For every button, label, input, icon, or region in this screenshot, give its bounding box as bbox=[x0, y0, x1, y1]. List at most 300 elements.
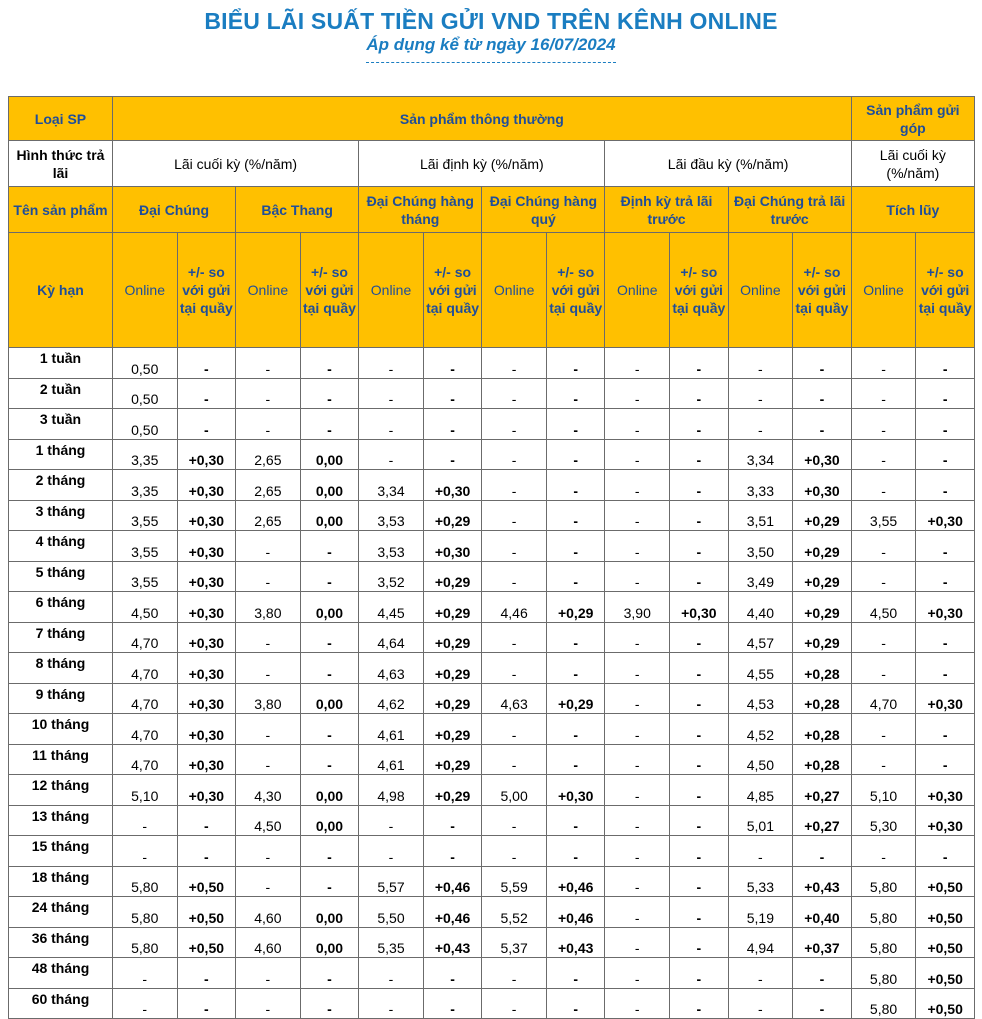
online-rate-cell: - bbox=[112, 988, 177, 1019]
online-rate-cell: - bbox=[605, 988, 670, 1019]
diff-rate-cell: - bbox=[300, 378, 359, 409]
product-bac-thang: Bậc Thang bbox=[236, 187, 359, 233]
table-row bbox=[9, 775, 975, 806]
online-rate-cell: - bbox=[605, 531, 670, 562]
online-rate-cell: - bbox=[482, 409, 547, 440]
online-rate-cell: - bbox=[851, 653, 916, 684]
diff-rate-cell: +0,29 bbox=[423, 592, 482, 623]
diff-rate-cell: - bbox=[916, 561, 975, 592]
term-cell: 9 tháng bbox=[9, 683, 113, 714]
diff-rate-cell: +0,46 bbox=[546, 866, 605, 897]
online-rate-cell: - bbox=[236, 836, 301, 867]
diff-rate-cell: +0,29 bbox=[423, 653, 482, 684]
online-rate-cell: - bbox=[359, 348, 424, 379]
term-cell: 6 tháng bbox=[9, 592, 113, 623]
header-row-term bbox=[9, 233, 975, 348]
diff-rate-cell: - bbox=[177, 409, 236, 440]
online-rate-cell: 4,60 bbox=[236, 927, 301, 958]
header-diff-vs-counter: +/- so với gửi tại quầy bbox=[300, 233, 359, 348]
diff-rate-cell: - bbox=[546, 836, 605, 867]
online-rate-cell: - bbox=[482, 470, 547, 501]
term-cell: 7 tháng bbox=[9, 622, 113, 653]
online-rate-cell: 3,34 bbox=[359, 470, 424, 501]
diff-rate-cell: - bbox=[546, 714, 605, 745]
diff-rate-cell: +0,43 bbox=[793, 866, 852, 897]
online-rate-cell: 3,55 bbox=[851, 500, 916, 531]
diff-rate-cell: +0,30 bbox=[177, 744, 236, 775]
table-row bbox=[9, 439, 975, 470]
online-rate-cell: 4,53 bbox=[728, 683, 793, 714]
header-normal-products: Sản phẩm thông thường bbox=[112, 97, 851, 141]
header-online: Online bbox=[112, 233, 177, 348]
online-rate-cell: 4,62 bbox=[359, 683, 424, 714]
online-rate-cell: 3,53 bbox=[359, 531, 424, 562]
online-rate-cell: 3,49 bbox=[728, 561, 793, 592]
online-rate-cell: 5,52 bbox=[482, 897, 547, 928]
term-cell: 13 tháng bbox=[9, 805, 113, 836]
diff-rate-cell: +0,30 bbox=[177, 622, 236, 653]
diff-rate-cell: - bbox=[546, 744, 605, 775]
diff-rate-cell: +0,30 bbox=[546, 775, 605, 806]
diff-rate-cell: +0,29 bbox=[423, 775, 482, 806]
online-rate-cell: - bbox=[482, 561, 547, 592]
diff-rate-cell: +0,30 bbox=[177, 531, 236, 562]
product-dai-chung: Đại Chúng bbox=[112, 187, 235, 233]
online-rate-cell: 3,34 bbox=[728, 439, 793, 470]
diff-rate-cell: +0,30 bbox=[793, 470, 852, 501]
online-rate-cell: - bbox=[605, 348, 670, 379]
table-row bbox=[9, 653, 975, 684]
diff-rate-cell: - bbox=[300, 409, 359, 440]
online-rate-cell: - bbox=[482, 378, 547, 409]
diff-rate-cell: +0,29 bbox=[793, 592, 852, 623]
online-rate-cell: - bbox=[605, 500, 670, 531]
header-row-payment-method bbox=[9, 141, 975, 187]
diff-rate-cell: +0,37 bbox=[793, 927, 852, 958]
online-rate-cell: 4,70 bbox=[112, 744, 177, 775]
online-rate-cell: - bbox=[236, 744, 301, 775]
online-rate-cell: - bbox=[482, 988, 547, 1019]
table-row bbox=[9, 531, 975, 562]
online-rate-cell: 0,50 bbox=[112, 348, 177, 379]
online-rate-cell: 2,65 bbox=[236, 470, 301, 501]
online-rate-cell: 3,52 bbox=[359, 561, 424, 592]
online-rate-cell: 0,50 bbox=[112, 378, 177, 409]
online-rate-cell: 5,10 bbox=[851, 775, 916, 806]
diff-rate-cell: 0,00 bbox=[300, 500, 359, 531]
diff-rate-cell: - bbox=[670, 836, 729, 867]
diff-rate-cell: - bbox=[916, 439, 975, 470]
online-rate-cell: 4,61 bbox=[359, 744, 424, 775]
diff-rate-cell: - bbox=[546, 409, 605, 440]
diff-rate-cell: - bbox=[670, 866, 729, 897]
diff-rate-cell: - bbox=[670, 531, 729, 562]
online-rate-cell: - bbox=[851, 378, 916, 409]
term-cell: 11 tháng bbox=[9, 744, 113, 775]
online-rate-cell: - bbox=[482, 531, 547, 562]
diff-rate-cell: - bbox=[546, 348, 605, 379]
online-rate-cell: 5,00 bbox=[482, 775, 547, 806]
online-rate-cell: 5,59 bbox=[482, 866, 547, 897]
header-payment-method: Hình thức trả lãi bbox=[9, 141, 113, 187]
diff-rate-cell: +0,50 bbox=[916, 866, 975, 897]
online-rate-cell: 4,52 bbox=[728, 714, 793, 745]
header-diff-vs-counter: +/- so với gửi tại quầy bbox=[793, 233, 852, 348]
online-rate-cell: - bbox=[851, 439, 916, 470]
diff-rate-cell: - bbox=[916, 409, 975, 440]
diff-rate-cell: - bbox=[793, 836, 852, 867]
online-rate-cell: - bbox=[851, 348, 916, 379]
online-rate-cell: - bbox=[482, 805, 547, 836]
header-diff-vs-counter: +/- so với gửi tại quầy bbox=[423, 233, 482, 348]
interest-rate-table bbox=[8, 96, 975, 1019]
rates-body bbox=[9, 348, 975, 1019]
online-rate-cell: - bbox=[236, 409, 301, 440]
diff-rate-cell: 0,00 bbox=[300, 592, 359, 623]
online-rate-cell: 4,85 bbox=[728, 775, 793, 806]
table-row bbox=[9, 348, 975, 379]
header-diff-vs-counter: +/- so với gửi tại quầy bbox=[177, 233, 236, 348]
online-rate-cell: - bbox=[851, 409, 916, 440]
diff-rate-cell: - bbox=[546, 988, 605, 1019]
online-rate-cell: 3,90 bbox=[605, 592, 670, 623]
diff-rate-cell: - bbox=[423, 409, 482, 440]
diff-rate-cell: - bbox=[916, 470, 975, 501]
online-rate-cell: - bbox=[605, 378, 670, 409]
diff-rate-cell: +0,30 bbox=[916, 500, 975, 531]
diff-rate-cell: - bbox=[546, 561, 605, 592]
online-rate-cell: - bbox=[236, 622, 301, 653]
diff-rate-cell: +0,29 bbox=[423, 683, 482, 714]
diff-rate-cell: +0,30 bbox=[793, 439, 852, 470]
header-product-name: Tên sản phẩm bbox=[9, 187, 113, 233]
online-rate-cell: 4,70 bbox=[112, 683, 177, 714]
online-rate-cell: 3,55 bbox=[112, 531, 177, 562]
diff-rate-cell: - bbox=[546, 805, 605, 836]
diff-rate-cell: - bbox=[670, 500, 729, 531]
online-rate-cell: 4,70 bbox=[112, 653, 177, 684]
term-cell: 2 tháng bbox=[9, 470, 113, 501]
diff-rate-cell: - bbox=[793, 409, 852, 440]
online-rate-cell: - bbox=[605, 866, 670, 897]
diff-rate-cell: - bbox=[177, 988, 236, 1019]
diff-rate-cell: +0,50 bbox=[916, 897, 975, 928]
diff-rate-cell: 0,00 bbox=[300, 927, 359, 958]
header-product-type: Loại SP bbox=[9, 97, 113, 141]
online-rate-cell: - bbox=[605, 927, 670, 958]
diff-rate-cell: +0,46 bbox=[546, 897, 605, 928]
online-rate-cell: - bbox=[359, 988, 424, 1019]
online-rate-cell: - bbox=[359, 836, 424, 867]
online-rate-cell: 4,50 bbox=[112, 592, 177, 623]
diff-rate-cell: +0,50 bbox=[177, 866, 236, 897]
diff-rate-cell: +0,50 bbox=[916, 927, 975, 958]
online-rate-cell: 4,64 bbox=[359, 622, 424, 653]
diff-rate-cell: +0,28 bbox=[793, 744, 852, 775]
online-rate-cell: 3,55 bbox=[112, 561, 177, 592]
online-rate-cell: - bbox=[482, 622, 547, 653]
table-row bbox=[9, 866, 975, 897]
online-rate-cell: 5,37 bbox=[482, 927, 547, 958]
diff-rate-cell: +0,29 bbox=[423, 561, 482, 592]
online-rate-cell: 4,45 bbox=[359, 592, 424, 623]
table-row bbox=[9, 592, 975, 623]
term-cell: 2 tuần bbox=[9, 378, 113, 409]
header-diff-vs-counter: +/- so với gửi tại quầy bbox=[916, 233, 975, 348]
online-rate-cell: 5,57 bbox=[359, 866, 424, 897]
header-row-product-name bbox=[9, 187, 975, 233]
online-rate-cell: - bbox=[605, 622, 670, 653]
diff-rate-cell: +0,29 bbox=[423, 622, 482, 653]
diff-rate-cell: - bbox=[916, 531, 975, 562]
online-rate-cell: 5,80 bbox=[112, 927, 177, 958]
term-cell: 12 tháng bbox=[9, 775, 113, 806]
online-rate-cell: - bbox=[851, 836, 916, 867]
online-rate-cell: 3,80 bbox=[236, 592, 301, 623]
online-rate-cell: 5,80 bbox=[851, 897, 916, 928]
diff-rate-cell: +0,30 bbox=[177, 683, 236, 714]
online-rate-cell: - bbox=[605, 409, 670, 440]
online-rate-cell: 4,57 bbox=[728, 622, 793, 653]
term-cell: 24 tháng bbox=[9, 897, 113, 928]
diff-rate-cell: - bbox=[916, 653, 975, 684]
diff-rate-cell: +0,30 bbox=[916, 683, 975, 714]
diff-rate-cell: - bbox=[546, 958, 605, 989]
diff-rate-cell: +0,30 bbox=[916, 805, 975, 836]
online-rate-cell: 4,63 bbox=[482, 683, 547, 714]
online-rate-cell: 5,35 bbox=[359, 927, 424, 958]
online-rate-cell: 4,40 bbox=[728, 592, 793, 623]
diff-rate-cell: - bbox=[670, 653, 729, 684]
online-rate-cell: 2,65 bbox=[236, 500, 301, 531]
diff-rate-cell: - bbox=[300, 622, 359, 653]
diff-rate-cell: - bbox=[423, 378, 482, 409]
online-rate-cell: - bbox=[112, 958, 177, 989]
online-rate-cell: - bbox=[482, 500, 547, 531]
online-rate-cell: - bbox=[728, 409, 793, 440]
online-rate-cell: - bbox=[605, 683, 670, 714]
online-rate-cell: - bbox=[728, 378, 793, 409]
diff-rate-cell: - bbox=[670, 805, 729, 836]
online-rate-cell: 4,70 bbox=[112, 714, 177, 745]
online-rate-cell: 5,33 bbox=[728, 866, 793, 897]
online-rate-cell: - bbox=[236, 653, 301, 684]
term-cell: 4 tháng bbox=[9, 531, 113, 562]
online-rate-cell: - bbox=[359, 378, 424, 409]
diff-rate-cell: - bbox=[300, 744, 359, 775]
table-row bbox=[9, 500, 975, 531]
diff-rate-cell: +0,28 bbox=[793, 714, 852, 745]
diff-rate-cell: +0,43 bbox=[423, 927, 482, 958]
diff-rate-cell: +0,29 bbox=[546, 592, 605, 623]
online-rate-cell: - bbox=[482, 348, 547, 379]
term-cell: 3 tháng bbox=[9, 500, 113, 531]
header-online: Online bbox=[605, 233, 670, 348]
online-rate-cell: 3,55 bbox=[112, 500, 177, 531]
diff-rate-cell: +0,46 bbox=[423, 897, 482, 928]
diff-rate-cell: - bbox=[546, 500, 605, 531]
diff-rate-cell: - bbox=[670, 927, 729, 958]
diff-rate-cell: +0,50 bbox=[916, 988, 975, 1019]
diff-rate-cell: - bbox=[546, 622, 605, 653]
header-online: Online bbox=[236, 233, 301, 348]
diff-rate-cell: +0,30 bbox=[916, 592, 975, 623]
header-upfront: Lãi đầu kỳ (%/năm) bbox=[605, 141, 851, 187]
online-rate-cell: - bbox=[112, 836, 177, 867]
online-rate-cell: 4,98 bbox=[359, 775, 424, 806]
diff-rate-cell: - bbox=[300, 958, 359, 989]
diff-rate-cell: - bbox=[793, 958, 852, 989]
diff-rate-cell: +0,28 bbox=[793, 653, 852, 684]
term-cell: 3 tuần bbox=[9, 409, 113, 440]
diff-rate-cell: +0,46 bbox=[423, 866, 482, 897]
term-cell: 1 tháng bbox=[9, 439, 113, 470]
online-rate-cell: 4,50 bbox=[236, 805, 301, 836]
diff-rate-cell: - bbox=[670, 714, 729, 745]
online-rate-cell: - bbox=[728, 958, 793, 989]
diff-rate-cell: 0,00 bbox=[300, 683, 359, 714]
page-header bbox=[0, 0, 982, 88]
diff-rate-cell: - bbox=[670, 683, 729, 714]
table-row bbox=[9, 683, 975, 714]
header-online: Online bbox=[851, 233, 916, 348]
online-rate-cell: 5,80 bbox=[851, 958, 916, 989]
online-rate-cell: - bbox=[112, 805, 177, 836]
online-rate-cell: 5,50 bbox=[359, 897, 424, 928]
online-rate-cell: 4,30 bbox=[236, 775, 301, 806]
diff-rate-cell: - bbox=[177, 958, 236, 989]
diff-rate-cell: +0,29 bbox=[423, 714, 482, 745]
diff-rate-cell: - bbox=[423, 439, 482, 470]
online-rate-cell: - bbox=[728, 988, 793, 1019]
online-rate-cell: 5,01 bbox=[728, 805, 793, 836]
diff-rate-cell: +0,43 bbox=[546, 927, 605, 958]
header-installment-end: Lãi cuối kỳ (%/năm) bbox=[851, 141, 974, 187]
diff-rate-cell: +0,30 bbox=[670, 592, 729, 623]
header-online: Online bbox=[482, 233, 547, 348]
table-row bbox=[9, 836, 975, 867]
diff-rate-cell: +0,30 bbox=[177, 561, 236, 592]
online-rate-cell: - bbox=[236, 561, 301, 592]
online-rate-cell: - bbox=[605, 439, 670, 470]
title-separator bbox=[366, 62, 616, 63]
online-rate-cell: - bbox=[851, 744, 916, 775]
online-rate-cell: 4,60 bbox=[236, 897, 301, 928]
diff-rate-cell: - bbox=[300, 653, 359, 684]
header-diff-vs-counter: +/- so với gửi tại quầy bbox=[670, 233, 729, 348]
online-rate-cell: - bbox=[482, 836, 547, 867]
diff-rate-cell: - bbox=[670, 775, 729, 806]
online-rate-cell: - bbox=[236, 714, 301, 745]
header-online: Online bbox=[728, 233, 793, 348]
term-cell: 36 tháng bbox=[9, 927, 113, 958]
diff-rate-cell: +0,30 bbox=[177, 775, 236, 806]
online-rate-cell: - bbox=[605, 714, 670, 745]
diff-rate-cell: +0,30 bbox=[177, 714, 236, 745]
table-row bbox=[9, 744, 975, 775]
diff-rate-cell: +0,50 bbox=[177, 897, 236, 928]
online-rate-cell: 3,51 bbox=[728, 500, 793, 531]
online-rate-cell: - bbox=[359, 958, 424, 989]
diff-rate-cell: - bbox=[423, 348, 482, 379]
term-cell: 60 tháng bbox=[9, 988, 113, 1019]
term-cell: 10 tháng bbox=[9, 714, 113, 745]
diff-rate-cell: +0,30 bbox=[177, 653, 236, 684]
diff-rate-cell: - bbox=[177, 378, 236, 409]
diff-rate-cell: - bbox=[177, 836, 236, 867]
diff-rate-cell: - bbox=[916, 836, 975, 867]
diff-rate-cell: +0,30 bbox=[177, 470, 236, 501]
diff-rate-cell: - bbox=[670, 378, 729, 409]
diff-rate-cell: 0,00 bbox=[300, 439, 359, 470]
online-rate-cell: - bbox=[851, 561, 916, 592]
diff-rate-cell: - bbox=[670, 622, 729, 653]
online-rate-cell: - bbox=[851, 470, 916, 501]
diff-rate-cell: +0,30 bbox=[177, 592, 236, 623]
diff-rate-cell: - bbox=[300, 714, 359, 745]
diff-rate-cell: - bbox=[546, 653, 605, 684]
online-rate-cell: - bbox=[605, 775, 670, 806]
diff-rate-cell: - bbox=[916, 744, 975, 775]
diff-rate-cell: +0,29 bbox=[793, 500, 852, 531]
diff-rate-cell: - bbox=[300, 531, 359, 562]
online-rate-cell: 5,80 bbox=[851, 927, 916, 958]
diff-rate-cell: - bbox=[300, 561, 359, 592]
online-rate-cell: 4,46 bbox=[482, 592, 547, 623]
online-rate-cell: - bbox=[482, 744, 547, 775]
diff-rate-cell: +0,30 bbox=[423, 531, 482, 562]
product-dai-chung-quarterly: Đại Chúng hàng quý bbox=[482, 187, 605, 233]
diff-rate-cell: - bbox=[670, 988, 729, 1019]
online-rate-cell: 5,19 bbox=[728, 897, 793, 928]
diff-rate-cell: - bbox=[793, 348, 852, 379]
online-rate-cell: - bbox=[605, 958, 670, 989]
diff-rate-cell: - bbox=[423, 836, 482, 867]
diff-rate-cell: - bbox=[300, 836, 359, 867]
diff-rate-cell: - bbox=[916, 378, 975, 409]
table-row bbox=[9, 470, 975, 501]
diff-rate-cell: 0,00 bbox=[300, 775, 359, 806]
online-rate-cell: - bbox=[236, 531, 301, 562]
online-rate-cell: 4,50 bbox=[851, 592, 916, 623]
page-title: BIỂU LÃI SUẤT TIỀN GỬI VND TRÊN KÊNH ONLINE bbox=[204, 8, 778, 34]
diff-rate-cell: - bbox=[300, 866, 359, 897]
online-rate-cell: - bbox=[728, 836, 793, 867]
online-rate-cell: 5,10 bbox=[112, 775, 177, 806]
table-row bbox=[9, 927, 975, 958]
online-rate-cell: 2,65 bbox=[236, 439, 301, 470]
diff-rate-cell: +0,30 bbox=[177, 500, 236, 531]
diff-rate-cell: +0,30 bbox=[423, 470, 482, 501]
online-rate-cell: - bbox=[236, 866, 301, 897]
online-rate-cell: - bbox=[605, 744, 670, 775]
header-term: Kỳ hạn bbox=[9, 233, 113, 348]
term-cell: 15 tháng bbox=[9, 836, 113, 867]
diff-rate-cell: - bbox=[423, 805, 482, 836]
diff-rate-cell: - bbox=[670, 439, 729, 470]
online-rate-cell: 3,33 bbox=[728, 470, 793, 501]
diff-rate-cell: +0,50 bbox=[916, 958, 975, 989]
online-rate-cell: 5,30 bbox=[851, 805, 916, 836]
online-rate-cell: - bbox=[236, 378, 301, 409]
header-online: Online bbox=[359, 233, 424, 348]
online-rate-cell: - bbox=[605, 897, 670, 928]
table-row bbox=[9, 409, 975, 440]
table-row bbox=[9, 378, 975, 409]
table-row bbox=[9, 897, 975, 928]
online-rate-cell: - bbox=[359, 409, 424, 440]
online-rate-cell: 5,80 bbox=[112, 897, 177, 928]
